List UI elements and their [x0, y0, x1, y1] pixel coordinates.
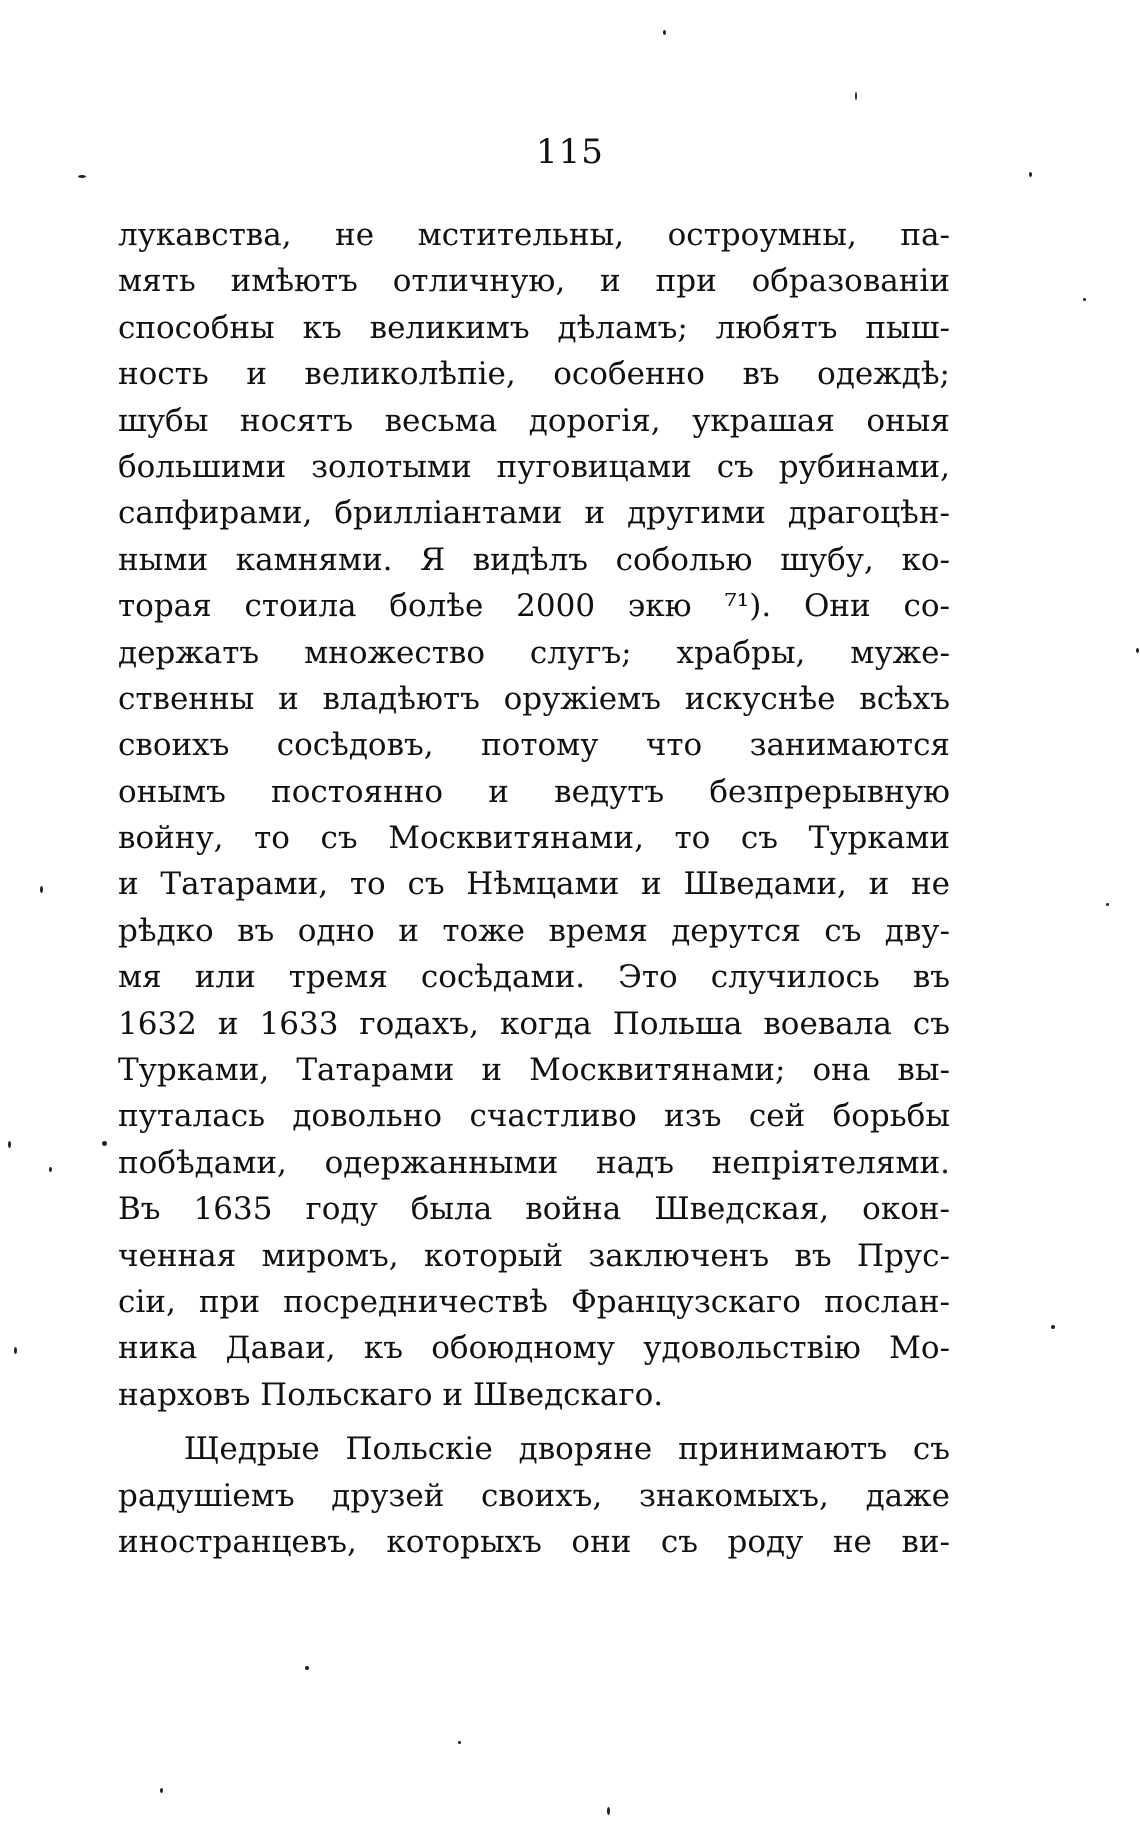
scan-speck	[1136, 648, 1139, 653]
body-text	[118, 212, 950, 1565]
scan-speck	[1051, 1325, 1055, 1329]
text-line: своихъ сосѣдовъ, потому что занимаются	[118, 727, 950, 764]
text-line: сіи, при посредничествѣ Французскаго послан-	[118, 1283, 950, 1320]
scan-speck	[855, 92, 857, 100]
text-line: онымъ постоянно и ведутъ безпрерывную	[118, 773, 950, 810]
text-line: большими золотыми пуговицами съ рубинами,	[118, 448, 950, 485]
text-line: ченная миромъ, который заключенъ въ Прус-	[118, 1237, 950, 1274]
text-line: Въ 1635 году была война Шведская, окон-	[118, 1191, 950, 1228]
scan-speck	[160, 1788, 163, 1793]
scan-speck	[1106, 903, 1109, 906]
text-line: ность и великолѣпіе, особенно въ одеждѣ;	[118, 356, 950, 393]
scan-speck	[14, 1347, 17, 1354]
text-line: лукавства, не мстительны, остроумны, па-	[118, 217, 950, 253]
scan-speck	[305, 1666, 309, 1670]
text-line: путалась довольно счастливо изъ сей борьбы	[118, 1098, 950, 1135]
text-line: шубы носятъ весьма дорогія, украшая оныя	[118, 402, 950, 439]
text-line: 1632 и 1633 годахъ, когда Польша воевала съ	[118, 1005, 950, 1042]
scan-speck	[78, 175, 86, 178]
scan-speck	[1029, 172, 1032, 177]
text-line: сапфирами, брилліантами и другими драгоцѣн-	[118, 495, 950, 532]
scan-speck	[663, 30, 666, 35]
scan-speck	[458, 1741, 461, 1744]
scan-speck	[1083, 298, 1086, 301]
text-line: иностранцевъ, которыхъ они съ роду не ви-	[118, 1523, 950, 1560]
text-line: способны къ великимъ дѣламъ; любятъ пыш-	[118, 309, 950, 346]
scan-speck	[40, 886, 43, 893]
scan-speck	[49, 1167, 52, 1172]
text-line: мя или тремя сосѣдами. Это случилось въ	[118, 959, 950, 996]
text-line: нарховъ Польскаго и Шведскаго.	[118, 1376, 664, 1413]
text-line: войну, то съ Москвитянами, то съ Турками	[118, 820, 950, 857]
scan-speck	[8, 1141, 11, 1148]
paragraph-gap	[118, 1418, 950, 1426]
scan-speck	[102, 1141, 107, 1146]
text-line: и Татарами, то съ Нѣмцами и Шведами, и не	[118, 866, 950, 903]
scan-speck	[607, 1807, 610, 1815]
text-line: держатъ множество слугъ; храбры, муже-	[118, 634, 950, 671]
paragraph-1	[118, 212, 950, 1418]
text-line: радушіемъ друзей своихъ, знакомыхъ, даже	[118, 1477, 950, 1514]
text-line: побѣдами, одержанными надъ непріятелями.	[118, 1144, 950, 1181]
text-line: ственны и владѣютъ оружіемъ искуснѣе всѣхъ	[118, 680, 950, 717]
text-line: мять имѣютъ отличную, и при образованіи	[118, 263, 950, 300]
text-line: Турками, Татарами и Москвитянами; она вы-	[118, 1052, 950, 1089]
text-line: рѣдко въ одно и тоже время дерутся съ дву-	[118, 912, 950, 949]
page-number: 115	[536, 132, 604, 172]
text-line: ными камнями. Я видѣлъ соболью шубу, ко-	[118, 541, 950, 578]
paragraph-2	[118, 1426, 950, 1565]
text-line: ника Даваи, къ обоюдному удовольствію Мо-	[118, 1330, 950, 1367]
text-line: торая стоила болѣе 2000 экю ⁷¹). Они со-	[118, 588, 950, 625]
text-line: Щедрые Польскіе дворяне принимаютъ съ	[184, 1431, 950, 1468]
